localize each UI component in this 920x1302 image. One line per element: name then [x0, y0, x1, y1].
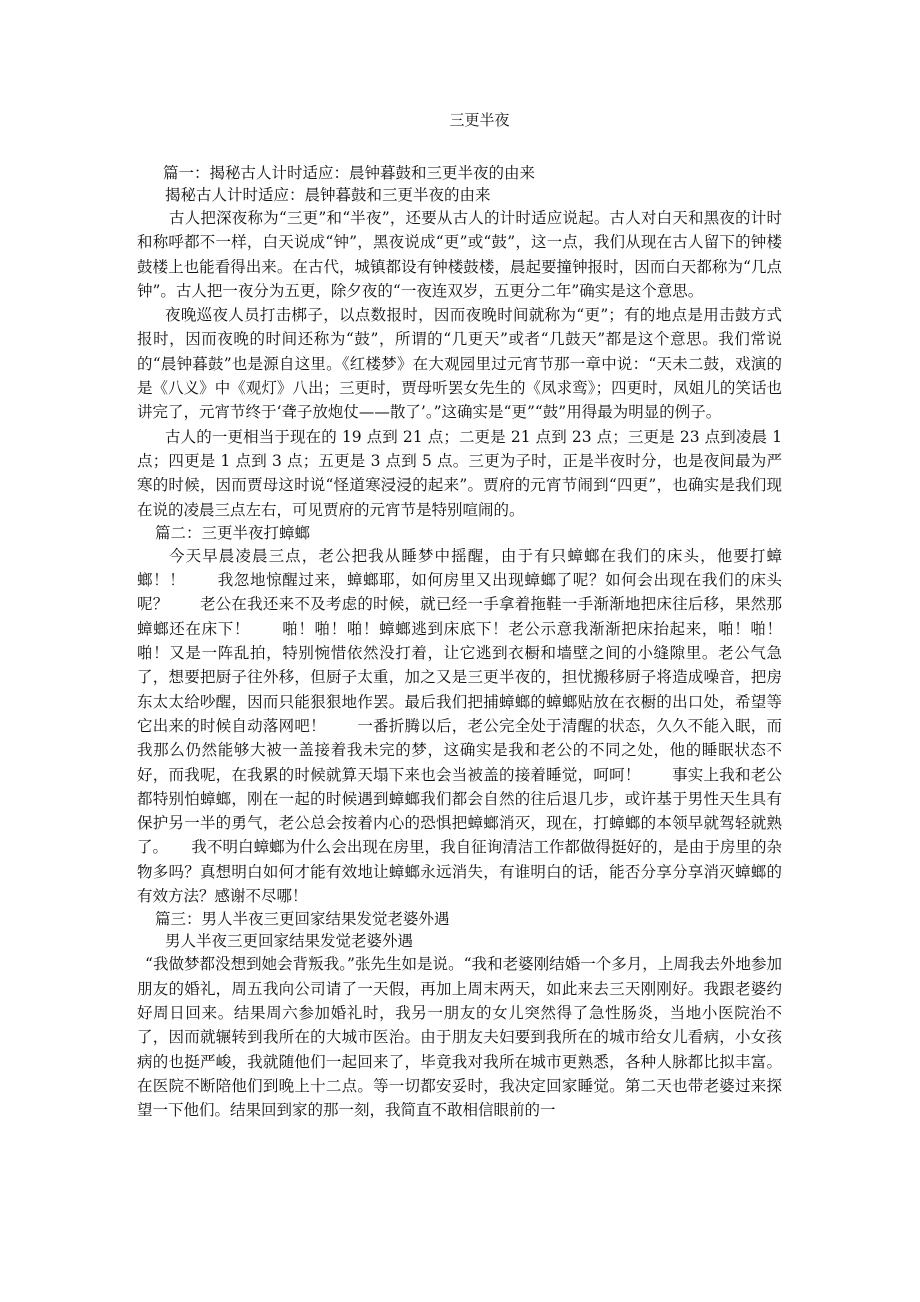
section-1-paragraph-2: 夜晚巡夜人员打击梆子，以点数报时，因而夜晚时间就称为“更”；有的地点是用击鼓方式报时，因而夜晚的时间还称为“鼓”，所谓的“几更天”或者“几鼓天”都是这个意思。我们常说的“晨钟暮鼓”也是源自这里。《红楼梦》在大观园里过元宵节那一章中说：“天未二鼓，戏演的是《八义》中《观灯》八出；三更时，贾母听罢女先生的《凤求鸾》；四更时，凤姐儿的笑话也讲完了，元宵节终于‘聋子放炮仗——散了’。”这确实是“更”“鼓”用得最为明显的例子。 — [137, 306, 782, 422]
document-page — [137, 110, 782, 1122]
section-1-subheading: 揭秘古人计时适应：晨钟暮鼓和三更半夜的由来 — [165, 186, 491, 204]
section-3-paragraph-1: “我做梦都没想到她会背叛我。”张先生如是说。“我和老婆刚结婚一个多月，上周我去外地参加朋友的婚礼，周五我向公司请了一天假，再加上周末两天，如此来去三天刚刚好。我跟老婆约好周日回来。结果周六参加婚礼时，我另一朋友的女儿突然得了急性肠炎，当地小医院治不了，因而就辗转到我所在的大城市医治。由于朋友夫妇要到我所在的城市给女儿看病，小女孩病的也挺严峻，我就随他们一起回来了，毕竟我对我所在城市更熟悉，各种人脉都比拟丰富。在医院不断陪他们到晚上十二点。等一切都安妥时，我决定回家睡觉。第二天也带老婆过来探望一下他们。结果回到家的那一刻，我简直不敢相信眼前的一 — [137, 955, 782, 1120]
section-1-heading: 篇一：揭秘古人计时适应：晨钟暮鼓和三更半夜的由来 — [163, 164, 536, 182]
section-3-subheading: 男人半夜三更回家结果发觉老婆外遇 — [165, 932, 414, 951]
section-2-paragraph-1: 今天早晨凌晨三点，老公把我从睡梦中摇醒，由于有只蟑螂在我们的床头，他要打蟑螂！！ 我忽地惊醒过来，蟑螂耶，如何房里又出现蟑螂了呢？如何会出现在我们的床头呢？ 老公在我还来不及考虑的时候，就已经一手拿着拖鞋一手渐渐地把床往后移，果然那蟑螂还在床下！ 啪！啪！啪！蟑螂逃到床底下！老公示意我渐渐把床抬起来，啪！啪！啪！又是一阵乱拍，特别惋惜依然没打着，让它逃到衣橱和墙壁之间的小缝隙里。老公气急了，想要把厨子往外移，但厨子太重，加之又是三更半夜的，担忧搬移厨子将造成噪音，把房东太太给吵醒，因而只能狠狠地作罢。最后我们把捕蟑螂的蟑螂贴放在衣橱的出口处，希望等它出来的时候自动落网吧！ 一番折腾以后，老公完全处于清醒的状态，久久不能入眠，而我那么仍然能够大被一盖接着我未完的梦，这确实是我和老公的不同之处，他的睡眠状态不好，而我呢，在我累的时候就算天塌下来也会当被盖的接着睡觉，呵呵！ 事实上我和老公都特别怕蟑螂，刚在一起的时候遇到蟑螂我们都会自然的往后退几步，或许基于男性天生具有保护另一半的勇气，老公总会按着内心的恐惧把蟑螂消灭，现在，打蟑螂的本领早就驾轻就熟了。 我不明白蟑螂为什么会出现在房里，我自征询清洁工作都做得挺好的，是由于房里的杂物多吗？真想明白如何才能有效地让蟑螂永远消失，有谁明白的话，能否分享分享消灭蟑螂的有效方法？感谢不尽哪！ — [137, 546, 782, 906]
section-2-heading: 篇二：三更半夜打蟑螂 — [155, 523, 311, 542]
section-1-paragraph-1: 古人把深夜称为“三更”和“半夜”，还要从古人的计时适应说起。古人对白天和黑夜的计时和称呼都不一样，白天说成“钟”，黑夜说成“更”或“鼓”，这一点，我们从现在古人留下的钟楼鼓楼上也能看得出来。在古代，城镇都设有钟楼鼓楼，晨起要撞钟报时，因而白天都称为“几点钟”。古人把一夜分为五更，除夕夜的“一夜连双岁，五更分二年”确实是这个意思。 — [137, 209, 782, 300]
page-title: 三更半夜 — [449, 111, 510, 129]
section-3-heading: 篇三：男人半夜三更回家结果发觉老婆外遇 — [155, 910, 450, 929]
section-1-paragraph-3: 古人的一更相当于现在的 19 点到 21 点；二更是 21 点到 23 点；三更是 23 点到凌晨 1 点；四更是 1 点到 3 点；五更是 3 点到 5 点。三更为子时，正是半夜时分，也是夜间最为严寒的时候，因而贾母这时说“怪道寒浸浸的起来”。贾府的元宵节闹到“四更”，也确实是我们现在说的凌晨三点左右，可见贾府的元宵节是特别喧闹的。 — [137, 427, 782, 519]
